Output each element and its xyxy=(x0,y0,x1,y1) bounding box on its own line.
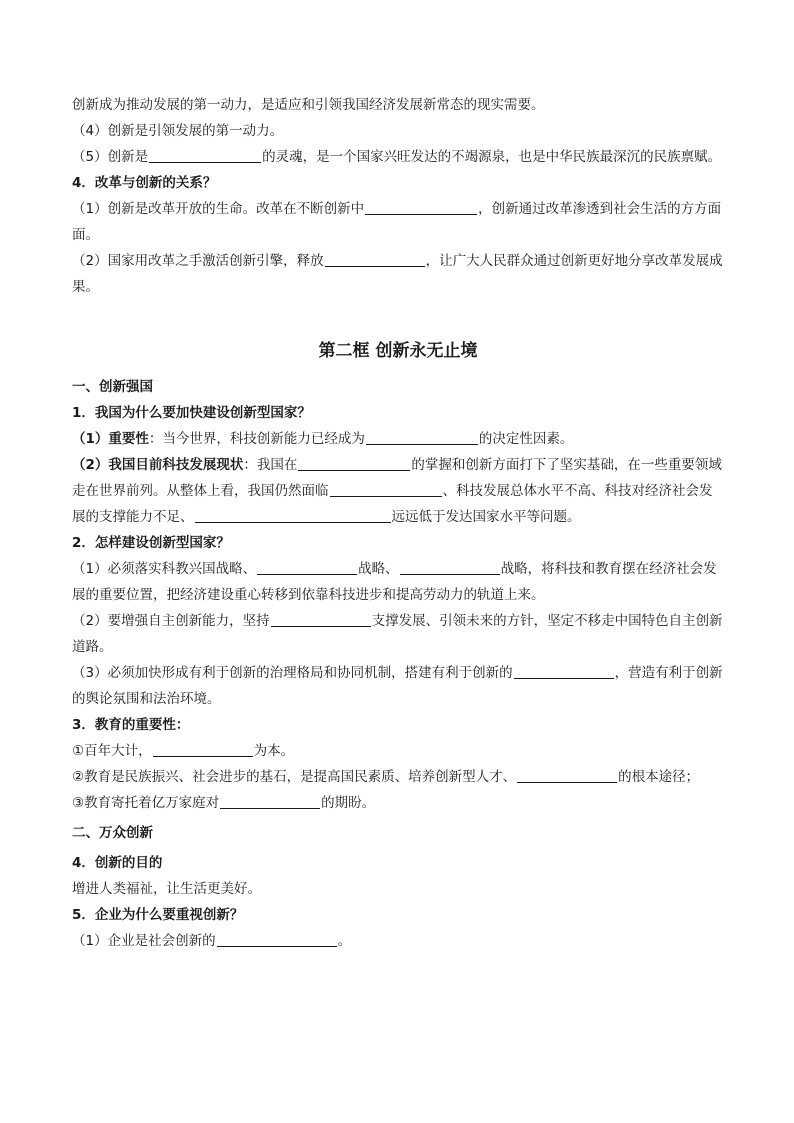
blank-field[interactable] xyxy=(298,455,410,471)
paragraph-reform-2: （2）国家用改革之手激活创新引擎，释放 ，让广大人民群众通过创新更好地分享改革发展成果。 xyxy=(72,253,723,295)
paragraph-governance: （3）必须加快形成有利于创新的治理格局和协同机制，搭建有利于创新的 ，营造有利于创新的舆论氛围和法治环境。 xyxy=(72,665,723,707)
paragraph-reform-1: （1）创新是改革开放的生命。改革在不断创新中 ，创新通过改革渗透到社会生活的方方面面。 xyxy=(72,201,722,243)
paragraph-importance: （1）重要性：当今世界，科技创新能力已经成为 的决定性因素。 xyxy=(72,431,574,447)
question-3: 3．教育的重要性： xyxy=(72,717,190,733)
paragraph-innovation-driver: 创新成为推动发展的第一动力，是适应和引领我国经济发展新常态的现实需要。 xyxy=(72,97,545,113)
paragraph-point-4: （4）创新是引领发展的第一动力。 xyxy=(72,123,284,139)
paragraph-education-3: ③教育寄托着亿万家庭对 的期盼。 xyxy=(72,795,376,811)
blank-field[interactable] xyxy=(217,931,337,947)
question-5: 5．企业为什么要重视创新？ xyxy=(72,907,244,923)
blank-field[interactable] xyxy=(149,147,261,163)
question-4: 4．创新的目的 xyxy=(72,855,163,871)
blank-field[interactable] xyxy=(366,429,478,445)
heading-innovation-power: 一、创新强国 xyxy=(72,379,153,395)
paragraph-point-5: （5）创新是 的灵魂，是一个国家兴旺发达的不竭源泉，也是中华民族最深沉的民族禀赋。 xyxy=(72,149,722,165)
paragraph-enterprise: （1）企业是社会创新的 。 xyxy=(72,933,352,949)
paragraph-independent-innovation: （2）要增强自主创新能力，坚持 支撑发展、引领未来的方针，坚定不移走中国特色自主创新道路。 xyxy=(72,613,723,655)
blank-field[interactable] xyxy=(153,741,253,757)
blank-field[interactable] xyxy=(325,251,425,267)
question-2: 2．怎样建设创新型国家？ xyxy=(72,535,230,551)
blank-field[interactable] xyxy=(400,559,500,575)
question-1: 1．我国为什么要加快建设创新型国家？ xyxy=(72,405,311,421)
blank-field[interactable] xyxy=(195,507,391,523)
paragraph-status: （2）我国目前科技发展现状：我国在 的掌握和创新方面打下了坚实基础，在一些重要领域走在世界前列。从整体上看，我国仍然面临 、科技发展总体水平不高、科技对经济社会发展的支撑能力不足、 远远低于发达国家水平等问题。 xyxy=(72,457,722,525)
blank-field[interactable] xyxy=(330,481,442,497)
blank-field[interactable] xyxy=(257,559,357,575)
paragraph-purpose: 增进人类福祉，让生活更美好。 xyxy=(72,881,261,897)
paragraph-strategy: （1）必须落实科教兴国战略、 战略、 战略，将科技和教育摆在经济社会发展的重要位置，把经济建设重心转移到依靠科技进步和提高劳动力的轨道上来。 xyxy=(72,561,717,603)
heading-mass-innovation: 二、万众创新 xyxy=(72,825,153,841)
blank-field[interactable] xyxy=(365,199,477,215)
heading-reform-innovation: 4．改革与创新的关系？ xyxy=(72,175,217,191)
paragraph-education-2: ②教育是民族振兴、社会进步的基石，是提高国民素质、培养创新型人才、 的根本途径； xyxy=(72,769,700,785)
blank-field[interactable] xyxy=(517,767,617,783)
blank-field[interactable] xyxy=(220,793,320,809)
document-page xyxy=(72,92,724,954)
blank-field[interactable] xyxy=(271,611,371,627)
blank-field[interactable] xyxy=(514,663,614,679)
paragraph-education-1: ①百年大计， 为本。 xyxy=(72,743,295,759)
section-title: 第二框 创新永无止境 xyxy=(318,341,478,361)
